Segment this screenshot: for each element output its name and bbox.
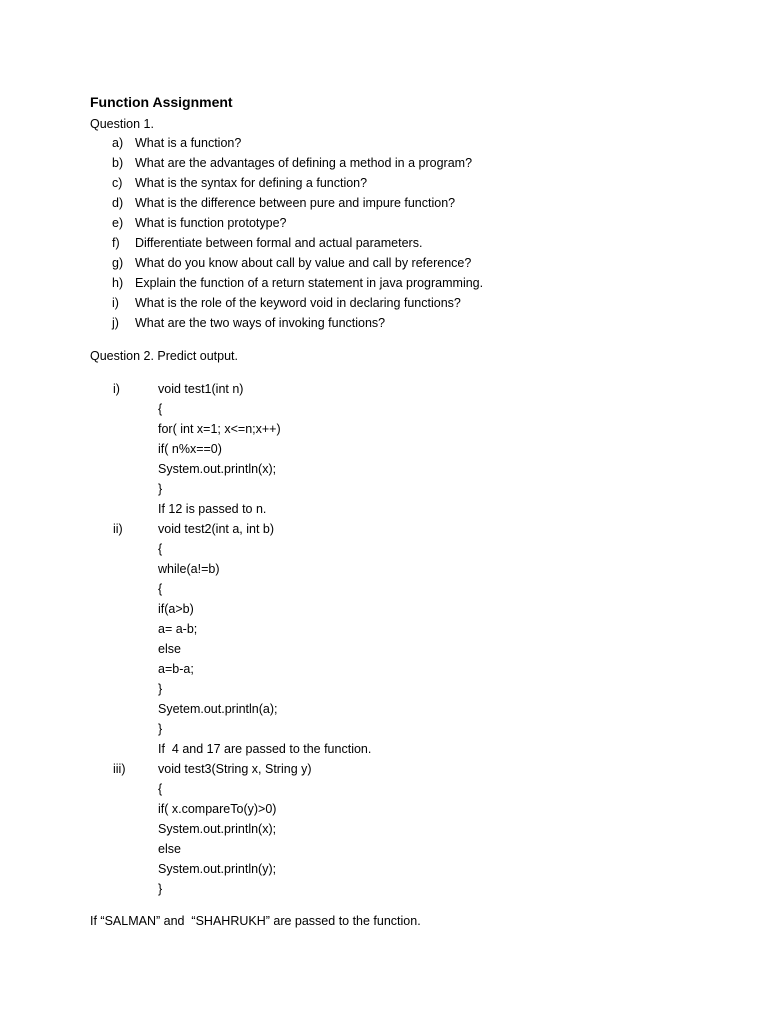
list-item — [0, 275, 768, 295]
code-line: { — [158, 782, 163, 796]
item-text: What is the role of the keyword void in declaring functions? — [135, 296, 461, 310]
code-line: if(a>b) — [158, 602, 194, 616]
code-line: } — [158, 482, 163, 496]
list-item — [0, 155, 768, 175]
document-title: Function Assignment — [90, 94, 233, 110]
question-2-label: Question 2. Predict output. — [90, 349, 239, 363]
item-letter: a) — [112, 136, 124, 150]
code-line: { — [158, 582, 163, 596]
item-text: What is the difference between pure and impure function? — [135, 196, 456, 210]
item-text: What is the syntax for defining a function? — [135, 176, 368, 190]
code-line: System.out.println(x); — [158, 462, 277, 476]
part-number: iii) — [113, 762, 126, 776]
item-letter: g) — [112, 256, 124, 270]
code-line: void test1(int n) — [158, 382, 244, 396]
code-line: System.out.println(y); — [158, 862, 277, 876]
code-line: } — [158, 722, 163, 736]
item-text: What is a function? — [135, 136, 242, 150]
code-line: void test3(String x, String y) — [158, 762, 312, 776]
code-line: if( x.compareTo(y)>0) — [158, 802, 277, 816]
list-item — [0, 235, 768, 255]
code-line: a=b-a; — [158, 662, 194, 676]
list-item — [0, 135, 768, 155]
item-letter: d) — [112, 196, 124, 210]
code-note: If 12 is passed to n. — [158, 502, 267, 516]
item-letter: b) — [112, 156, 124, 170]
code-line: void test2(int a, int b) — [158, 522, 275, 536]
item-letter: e) — [112, 216, 124, 230]
code-line: { — [158, 542, 163, 556]
item-letter: j) — [112, 316, 119, 330]
item-letter: c) — [112, 176, 123, 190]
code-line: if( n%x==0) — [158, 442, 222, 456]
code-note: If 4 and 17 are passed to the function. — [158, 742, 372, 756]
code-line: a= a-b; — [158, 622, 198, 636]
item-text: Explain the function of a return statement in java programming. — [135, 276, 484, 290]
list-item — [0, 255, 768, 275]
code-line: else — [158, 842, 181, 856]
code-line: { — [158, 402, 163, 416]
item-text: What do you know about call by value and call by reference? — [135, 256, 472, 270]
code-line: } — [158, 682, 163, 696]
list-item — [0, 315, 768, 335]
list-item — [0, 175, 768, 195]
question-1-label: Question 1. — [90, 117, 154, 131]
code-line: Syetem.out.println(a); — [158, 702, 278, 716]
item-text: What are the advantages of defining a method in a program? — [135, 156, 473, 170]
code-line: for( int x=1; x<=n;x++) — [158, 422, 281, 436]
item-letter: h) — [112, 276, 124, 290]
item-letter: f) — [112, 236, 120, 250]
item-text: What are the two ways of invoking functions? — [135, 316, 386, 330]
part-iii-note: If “SALMAN” and “SHAHRUKH” are passed to the function. — [90, 914, 421, 928]
list-item — [0, 215, 768, 235]
item-letter: i) — [112, 296, 119, 310]
code-line: } — [158, 882, 163, 896]
item-text: Differentiate between formal and actual parameters. — [135, 236, 423, 250]
list-item — [0, 295, 768, 315]
part-number: ii) — [113, 522, 123, 536]
code-line: System.out.println(x); — [158, 822, 277, 836]
code-line: while(a!=b) — [158, 562, 220, 576]
item-text: What is function prototype? — [135, 216, 287, 230]
code-line: else — [158, 642, 181, 656]
list-item — [0, 195, 768, 215]
part-number: i) — [113, 382, 120, 396]
